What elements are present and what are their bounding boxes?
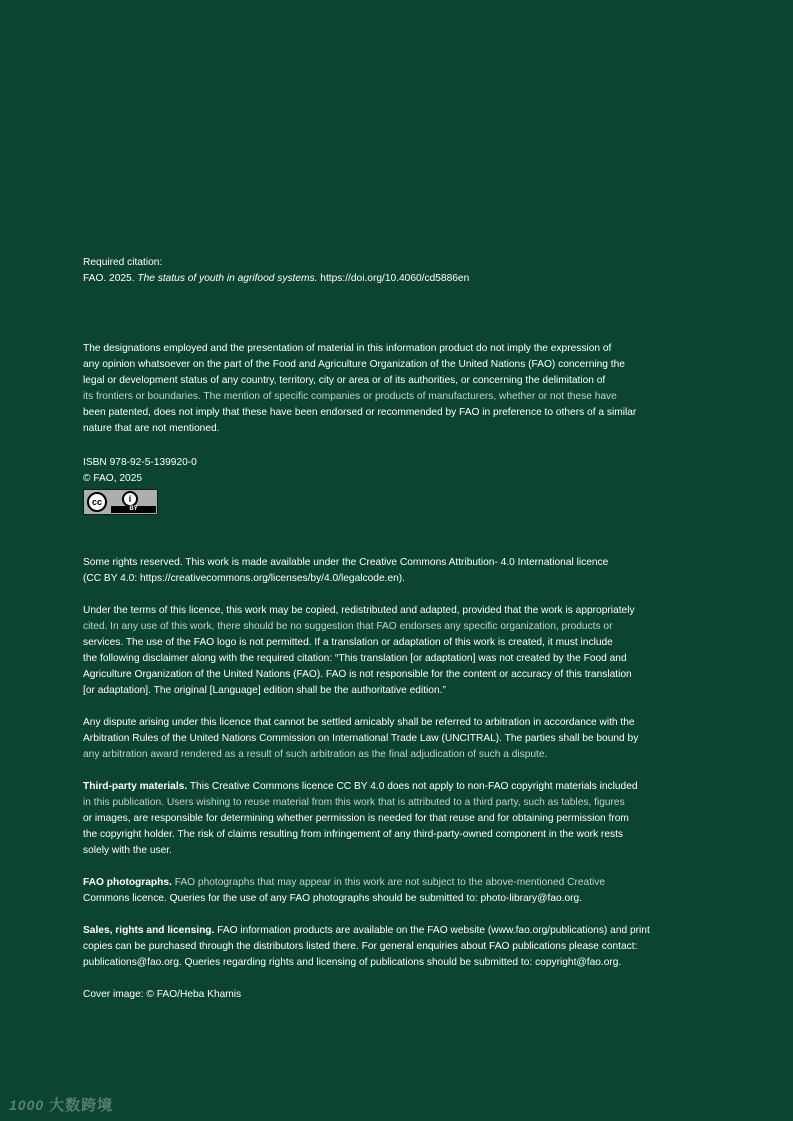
third-party-line: solely with the user. [83,845,172,856]
cc-icon: cc [87,492,107,512]
citation-text [83,271,708,287]
dispute-line: any arbitration award rendered as a result of such arbitration as the final adjudication of such a dispute. [83,749,548,760]
terms-line: [or adaptation]. The original [Language] edition shall be the authoritative edition.” [83,685,446,696]
designations-line: its frontiers or boundaries. The mention of specific companies or products of manufacturers, whether or not these have [83,391,617,402]
watermark-logo-icon: 1000 [9,1096,45,1113]
sales-line: copies can be purchased through the distributors listed there. For general enquiries about FAO publications please contact: [83,941,638,952]
citation-doi-link[interactable]: https://doi.org/10.4060/cd5886en [317,273,470,284]
sales-line: publications@fao.org. Queries regarding rights and licensing of publications should be submitted to: copyright@fao.org. [83,957,622,968]
licence-terms [83,603,708,699]
rights-line: Some rights reserved. This work is made available under the Creative Commons Attribution- 4.0 International licence [83,557,609,568]
photographs-heading: FAO photographs. [83,877,172,888]
dispute-line: Any dispute arising under this licence that cannot be settled amicably shall be referred to arbitration in accordance with the [83,717,635,728]
designations-line: legal or development status of any country, territory, city or area or of its authorities, or concerning the delimitation of [83,375,606,386]
required-citation [83,255,708,287]
by-label: BY [111,506,156,513]
terms-line: Under the terms of this licence, this work may be copied, redistributed and adapted, provided that the work is appropriately [83,605,635,616]
sales-rights-licensing [83,923,708,971]
third-party-line: in this publication. Users wishing to reuse material from this work that is attributed to a third party, such as tables, figures [83,797,625,808]
designations-line: nature that are not mentioned. [83,423,220,434]
terms-line: the following disclaimer along with the required citation: “This translation [or adaptation] was not created by the Food and [83,653,627,664]
isbn: ISBN 978-92-5-139920-0 [83,457,197,468]
watermark [9,1094,113,1115]
sales-line: Sales, rights and licensing. FAO information products are available on the FAO website (www.fao.org/publications) and print [83,925,650,936]
designations-line: been patented, does not imply that these have been endorsed or recommended by FAO in preference to others of a similar [83,407,637,418]
rights-statement [83,555,708,587]
designations-line: any opinion whatsoever on the part of the Food and Agriculture Organization of the United Nations (FAO) concerning the [83,359,625,370]
terms-line: Agriculture Organization of the United Nations (FAO). FAO is not responsible for the content or accuracy of this translation [83,669,632,680]
designations-disclaimer [83,341,708,437]
citation-prefix: FAO. 2025. [83,273,138,284]
terms-line: services. The use of the FAO logo is not permitted. If a translation or adaptation of this work is created, it must include [83,637,613,648]
watermark-text: 大数跨境 [49,1097,114,1114]
third-party-line: the copyright holder. The risk of claims resulting from infringement of any third-party-owned component in the work rests [83,829,623,840]
citation-title: The status of youth in agrifood systems. [137,273,318,284]
third-party-materials [83,779,708,859]
imprint-page [83,255,708,1003]
copyright: © FAO, 2025 [83,473,143,484]
terms-line: cited. In any use of this work, there should be no suggestion that FAO endorses any specific organization, products or [83,621,613,632]
third-party-heading: Third-party materials. [83,781,188,792]
cover-image-credit: Cover image: © FAO/Heba Khamis [83,989,242,1000]
third-party-line: or images, are responsible for determining whether permission is needed for that reuse and for obtaining permission from [83,813,629,824]
dispute-line: Arbitration Rules of the United Nations Commission on International Trade Law (UNCITRAL). The parties shall be bound by [83,733,639,744]
dispute-clause [83,715,708,763]
cc-by-license-badge[interactable] [83,489,158,515]
third-party-line: Third-party materials. This Creative Commons licence CC BY 4.0 does not apply to non-FAO copyright materials included [83,781,638,792]
fao-photographs [83,875,708,907]
rights-licence-link[interactable]: (CC BY 4.0: https://creativecommons.org/licenses/by/4.0/legalcode.en). [83,573,406,584]
photographs-line: FAO photographs. FAO photographs that may appear in this work are not subject to the above-mentioned Creative [83,877,606,888]
sales-heading: Sales, rights and licensing. [83,925,215,936]
designations-line: The designations employed and the presentation of material in this information product do not imply the expression of [83,343,612,354]
photographs-line: Commons licence. Queries for the use of any FAO photographs should be submitted to: photo-library@fao.org. [83,893,583,904]
attribution-person-icon: i [122,491,138,507]
citation-label: Required citation: [83,257,163,268]
